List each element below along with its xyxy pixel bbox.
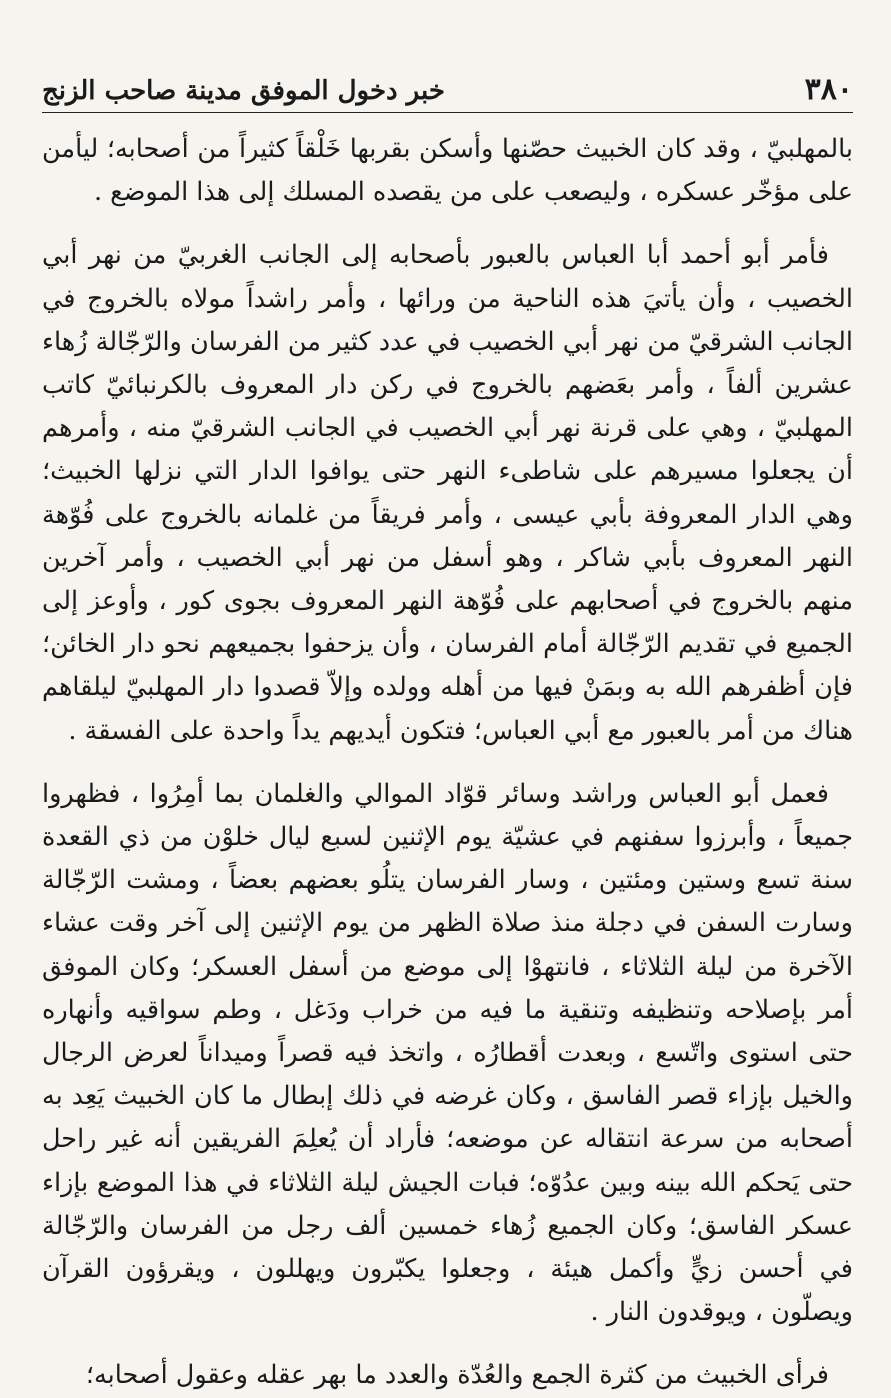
page-number: ٣٨٠ (804, 72, 853, 107)
paragraph: فأمر أبو أحمد أبا العباس بالعبور بأصحابه إلى الجانب الغربيّ من نهر أبي الخصيب ، وأن يأتيَ هذه الناحية من ورائها ، وأمر راشداً مولاه بالخروج في الجانب الشرقيّ من نهر أبي الخصيب في عدد كثير من الفرسان والرّجّالة زُهاء عشرين ألفاً ، وأمر بعَضهم بالخروج في ركن دار المعروف بالكرنبائيّ كاتب المهلبيّ ، وهي على قرنة نهر أبي الخصيب في الجانب الشرقيّ منه ، وأمرهم أن يجعلوا مسيرهم على شاطىء النهر حتى يوافوا الدار التي نزلها الخبيث؛ وهي الدار المعروفة بأبي عيسى ، وأمر فريقاً من غلمانه بالخروج على فُوّهة النهر المعروف بأبي شاكر ، وهو أسفل من نهر أبي الخصيب ، وأمر آخرين منهم بالخروج في أصحابهم على فُوّهة النهر المعروف بجوى كور ، وأوعز إلى الجميع في تقديم الرّجّالة أمام الفرسان ، وأن يزحفوا بجميعهم نحو دار الخائن؛ فإن أظفرهم الله به وبمَنْ فيها من أهله وولده وإلاّ قصدوا دار المهلبيّ ليلقاهم هناك من أمر بالعبور مع أبي العباس؛ فتكون أيديهم يداً واحدة على الفسقة . (42, 240, 853, 746)
page-header (42, 68, 853, 113)
paragraph-continuation: بالمهلبيّ ، وقد كان الخبيث حصّنها وأسكن بقربها خَلْقاً كثيراً من أصحابه؛ ليأمن على مؤخّر عسكره ، وليصعب على من يقصده المسلك إلى هذا الموضع . (42, 134, 853, 208)
running-title: خبر دخول الموفق مدينة صاحب الزنج (42, 76, 445, 106)
page-body (42, 128, 853, 1398)
paragraph: فعمل أبو العباس وراشد وسائر قوّاد الموالي والغلمان بما أمِرُوا ، فظهروا جميعاً ، وأبرزوا سفنهم في عشيّة يوم الإثنين لسبع ليال خلوْن من ذي القعدة سنة تسع وستين ومئتين ، وسار الفرسان يتلُو بعضهم بعضاً ، ومشت الرّجّالة وسارت السفن في دجلة منذ صلاة الظهر من يوم الإثنين إلى آخر وقت عشاء الآخرة من ليلة الثلاثاء ، فانتهوْا إلى موضع من أسفل العسكر؛ وكان الموفق أمر بإصلاحه وتنظيفه وتنقية ما فيه من خراب ودَغل ، وطم سواقيه وأنهاره حتى استوى واتّسع ، وبعدت أقطارُه ، واتخذ فيه قصراً وميداناً لعرض الرجال والخيل بإزاء قصر الفاسق ، وكان غرضه في ذلك إبطال ما كان الخبيث يَعِد به أصحابه من سرعة انتقاله عن موضعه؛ فأراد أن يُعلِمَ الفريقين أنه غير راحل حتى يَحكم الله بينه وبين عدُوّه؛ فبات الجيش ليلة الثلاثاء في هذا الموضع بإزاء عسكر الفاسق؛ وكان الجميع زُهاء خمسين ألف رجل من الفرسان والرّجّالة في أحسن زيٍّ وأكمل هيئة ، وجعلوا يكبّرون ويهللون ، ويقرؤون القرآن ويصلّون ، ويوقدون النار . (42, 778, 853, 1328)
paragraph: فرأى الخبيث من كثرة الجمع والعُدّة والعدد ما بهر عقله وعقول أصحابه؛ (85, 1360, 829, 1391)
